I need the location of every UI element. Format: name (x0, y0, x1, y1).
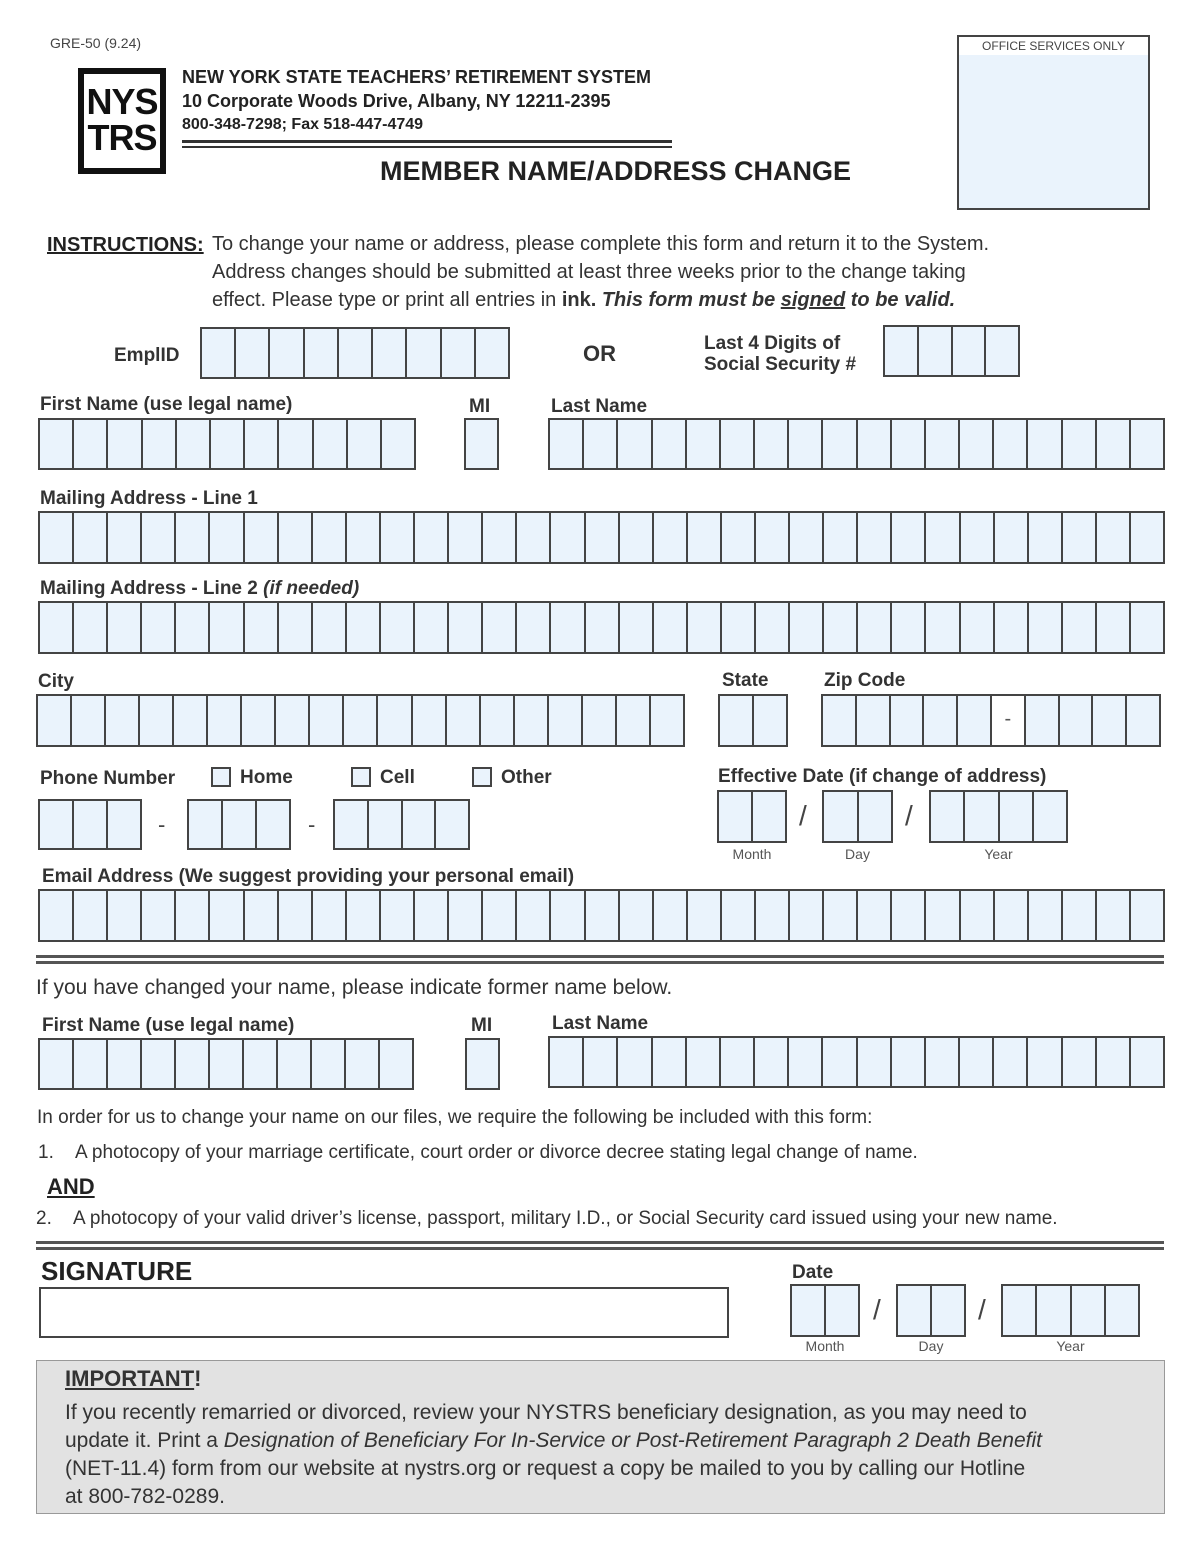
instructions-to-be-valid: to be valid. (845, 289, 956, 311)
important-line-1: If you recently remarried or divorced, review your NYSTRS beneficiary designation, as you may need to (65, 1401, 1027, 1424)
requirement-1-number: 1. (38, 1142, 54, 1163)
cell-label: Cell (380, 767, 415, 788)
effective-day-caption: Day (845, 846, 870, 862)
effective-month-input[interactable] (717, 790, 787, 843)
mailing-line-1-input[interactable] (38, 511, 1165, 564)
mi-input[interactable] (464, 418, 499, 470)
important-title-text: IMPORTANT (65, 1366, 195, 1391)
email-label: Email Address (We suggest providing your personal email) (42, 866, 575, 887)
section-divider-2 (36, 1241, 1164, 1250)
first-name-label: First Name (use legal name) (40, 394, 293, 415)
former-last-name-input[interactable] (548, 1036, 1165, 1088)
signature-month-input[interactable] (790, 1284, 860, 1337)
nystrs-logo (78, 68, 166, 174)
zip-label: Zip Code (824, 670, 906, 691)
former-first-name-label: First Name (use legal name) (42, 1015, 295, 1036)
important-title (65, 1366, 201, 1392)
city-input[interactable] (36, 694, 685, 747)
signature-year-input[interactable] (1001, 1284, 1140, 1337)
home-label: Home (240, 767, 293, 788)
requirement-2-number: 2. (36, 1208, 52, 1229)
former-last-name-label: Last Name (552, 1013, 649, 1034)
signature-field[interactable] (39, 1287, 729, 1338)
instructions-signed: signed (780, 289, 846, 311)
requirement-2-text: A photocopy of your valid driver’s license, passport, military I.D., or Social Security card issued using your new name. (73, 1208, 1058, 1229)
important-line-2 (65, 1429, 1042, 1453)
other-label: Other (501, 767, 552, 788)
org-phone-fax: 800-348-7298; Fax 518-447-4749 (182, 116, 424, 133)
effective-slash-1: / (799, 800, 807, 831)
former-mi-label: MI (471, 1015, 493, 1036)
org-address: 10 Corporate Woods Drive, Albany, NY 12211-2395 (182, 91, 611, 111)
signature-year-caption: Year (1056, 1338, 1085, 1354)
emplid-label: EmplID (114, 345, 180, 366)
effective-day-input[interactable] (822, 790, 893, 843)
last-name-input[interactable] (548, 418, 1165, 470)
mailing-line-2-input[interactable] (38, 601, 1165, 654)
instructions-line-3 (212, 289, 955, 312)
signature-day-caption: Day (918, 1338, 944, 1354)
signature-date-label: Date (792, 1262, 834, 1283)
section-divider-1 (36, 955, 1164, 964)
important-title-excl: ! (194, 1366, 202, 1391)
phone-line-input[interactable] (333, 799, 470, 850)
phone-prefix-input[interactable] (187, 799, 291, 850)
signature-slash-2: / (978, 1294, 986, 1325)
ssn-label-line-1: Last 4 Digits of (704, 333, 841, 354)
important-line-3: (NET-11.4) form from our website at nystrs.org or request a copy be mailed to you by calling our Hotline (65, 1457, 1026, 1480)
mailing-line-2-label (40, 578, 359, 600)
former-mi-input[interactable] (465, 1038, 500, 1090)
mailing-line-1-label: Mailing Address - Line 1 (40, 488, 258, 509)
office-services-label: OFFICE SERVICES ONLY (959, 37, 1148, 55)
mailing-line-2-note: (if needed) (263, 578, 360, 599)
city-label: City (38, 671, 74, 692)
phone-dash-2: - (308, 812, 316, 837)
instructions-line-1: To change your name or address, please complete this form and return it to the System. (212, 233, 990, 255)
ssn-last4-input[interactable] (883, 325, 1020, 377)
home-checkbox[interactable] (211, 767, 231, 787)
last-name-label: Last Name (551, 396, 648, 417)
state-label: State (722, 670, 769, 691)
important-notice-box (36, 1360, 1165, 1514)
name-change-requirement: In order for us to change your name on our files, we require the following be included with this form: (37, 1107, 873, 1128)
instructions-line-3a: effect. Please type or print all entries in (212, 289, 562, 311)
signature-month-caption: Month (805, 1338, 845, 1354)
effective-date-label: Effective Date (if change of address) (718, 766, 1047, 787)
zip-code-input[interactable] (821, 694, 1161, 747)
email-input[interactable] (38, 889, 1165, 942)
org-name: NEW YORK STATE TEACHERS’ RETIREMENT SYSTEM (182, 67, 652, 87)
page-title: MEMBER NAME/ADDRESS CHANGE (380, 156, 852, 186)
important-line-2a: update it. Print a (65, 1429, 224, 1452)
effective-month-caption: Month (732, 846, 772, 862)
instructions-ink: ink. (561, 289, 597, 311)
requirement-1-text: A photocopy of your marriage certificate, court order or divorce decree stating legal change of name. (75, 1142, 918, 1163)
effective-year-input[interactable] (929, 790, 1068, 843)
other-checkbox[interactable] (472, 767, 492, 787)
cell-checkbox[interactable] (351, 767, 371, 787)
signature-slash-1: / (873, 1294, 881, 1325)
and-label: AND (47, 1174, 95, 1199)
header-rule (182, 140, 672, 148)
ssn-label-line-2: Social Security # (704, 354, 857, 375)
office-services-box (957, 35, 1150, 210)
effective-slash-2: / (905, 800, 913, 831)
logo-line-1: NYS (86, 81, 158, 122)
instructions-must-be: This form must be (596, 289, 781, 311)
logo-line-2: TRS (87, 117, 157, 158)
emplid-input[interactable] (200, 327, 510, 379)
form-code: GRE-50 (9.24) (50, 35, 142, 51)
former-first-name-input[interactable] (38, 1038, 414, 1090)
signature-day-input[interactable] (896, 1284, 966, 1337)
phone-area-code-input[interactable] (38, 799, 142, 850)
former-name-intro: If you have changed your name, please indicate former name below. (36, 976, 673, 999)
instructions-label: INSTRUCTIONS: (47, 234, 204, 256)
state-input[interactable] (718, 694, 788, 747)
or-label: OR (583, 341, 616, 366)
phone-label: Phone Number (40, 768, 176, 789)
instructions-line-2: Address changes should be submitted at least three weeks prior to the change taking (212, 261, 966, 283)
effective-year-caption: Year (984, 846, 1013, 862)
mailing-line-2-text: Mailing Address - Line 2 (40, 578, 264, 599)
phone-dash-1: - (158, 812, 166, 837)
first-name-input[interactable] (38, 418, 416, 470)
mi-label: MI (469, 396, 491, 417)
signature-label: SIGNATURE (41, 1256, 193, 1286)
important-line-4: at 800-782-0289. (65, 1485, 225, 1508)
important-form-name: Designation of Beneficiary For In-Service or Post-Retirement Paragraph 2 Death Benefit (223, 1429, 1042, 1452)
